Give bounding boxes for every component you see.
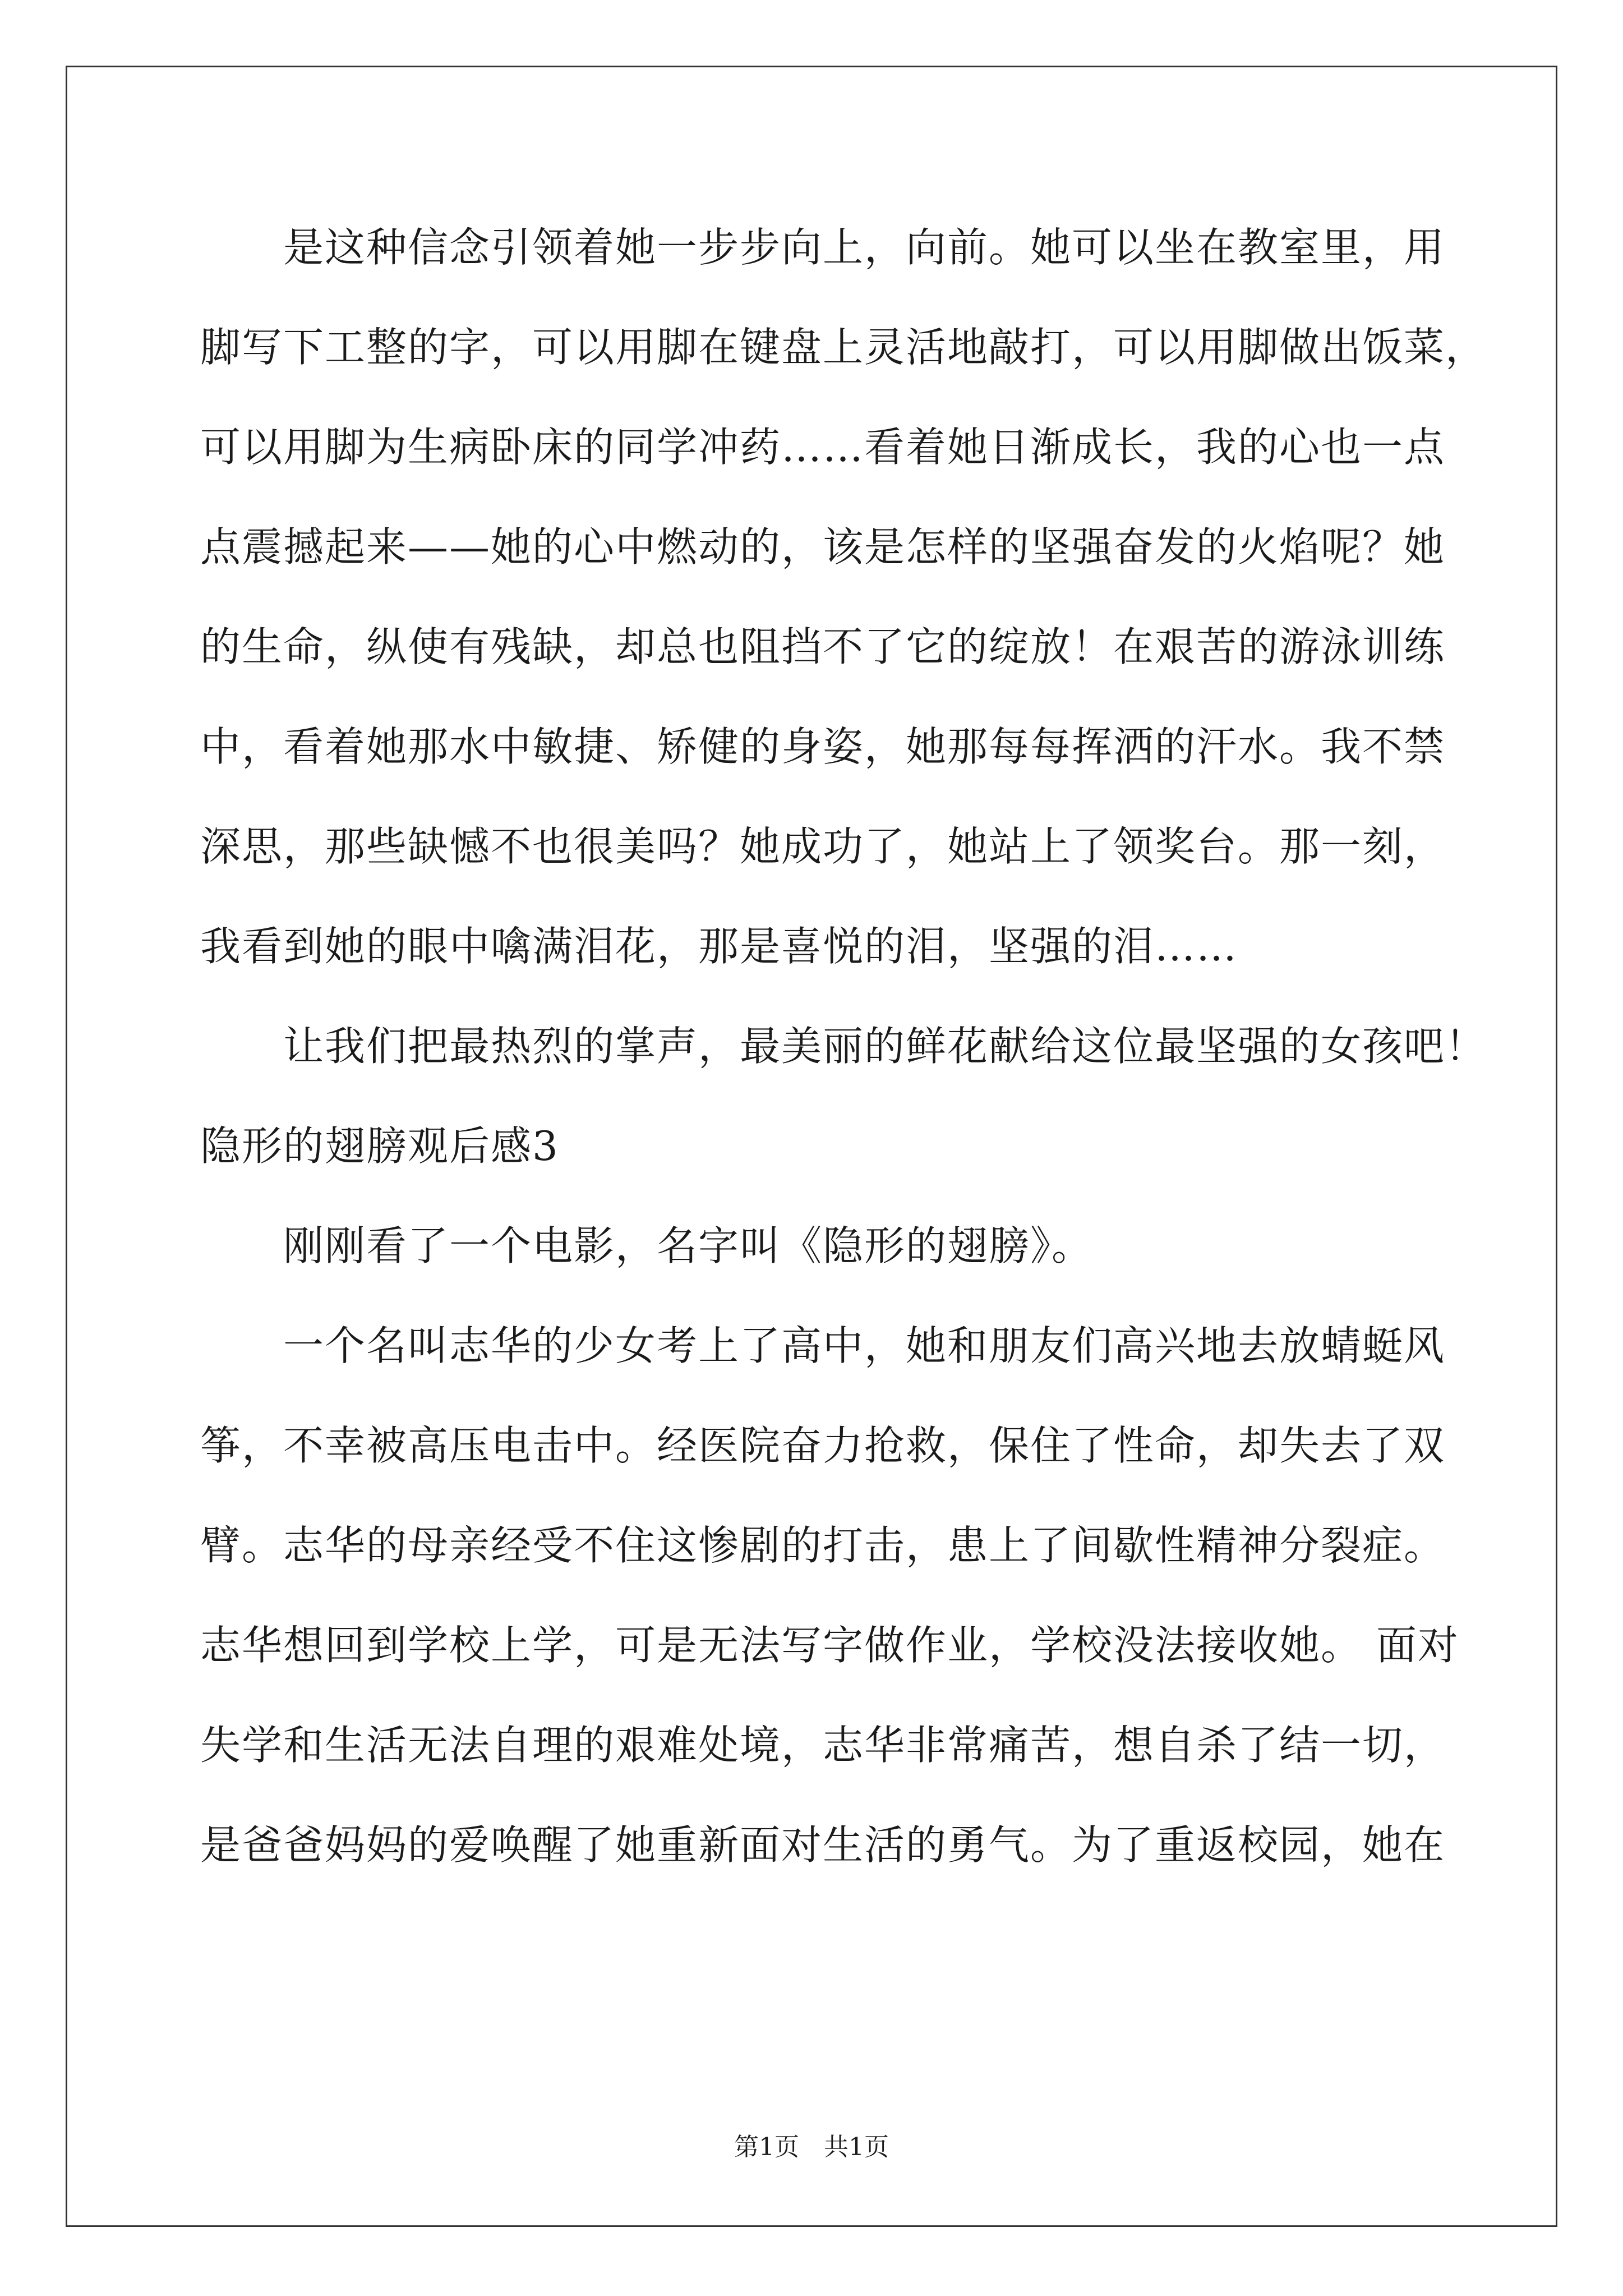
text-line: 深思，那些缺憾不也很美吗？她成功了，她站上了领奖台。那一刻， xyxy=(200,823,1446,870)
text-line: 的生命，纵使有残缺，却总也阻挡不了它的绽放！在艰苦的游泳训练 xyxy=(200,623,1446,670)
text-line: 刚刚看了一个电影，名字叫《隐形的翅膀》。 xyxy=(200,1222,1094,1269)
text-line: 可以用脚为生病卧床的同学冲药……看着她日渐成长，我的心也一点 xyxy=(200,424,1446,471)
text-line: 让我们把最热烈的掌声，最美丽的鲜花献给这位最坚强的女孩吧！ xyxy=(200,1023,1487,1070)
text-line: 一个名叫志华的少女考上了高中，她和朋友们高兴地去放蜻蜓风 xyxy=(200,1322,1446,1369)
text-line: 志华想回到学校上学，可是无法写字做作业，学校没法接收她。 面对 xyxy=(200,1622,1459,1669)
text-line: 我看到她的眼中噙满泪花，那是喜悦的泪，坚强的泪…… xyxy=(200,923,1238,970)
text-line: 脚写下工整的字，可以用脚在键盘上灵活地敲打，可以用脚做出饭菜， xyxy=(200,324,1487,371)
text-line: 臂。志华的母亲经受不住这惨剧的打击，患上了间歇性精神分裂症。 xyxy=(200,1522,1446,1569)
text-line: 筝，不幸被高压电击中。经医院奋力抢救，保住了性命，却失去了双 xyxy=(200,1422,1446,1469)
text-line: 点震撼起来——她的心中燃动的，该是怎样的坚强奋发的火焰呢？她 xyxy=(200,523,1446,570)
text-line: 是这种信念引领着她一步步向上，向前。她可以坐在教室里，用 xyxy=(200,224,1446,271)
text-line: 失学和生活无法自理的艰难处境，志华非常痛苦，想自杀了结一切， xyxy=(200,1722,1446,1769)
section-heading: 隐形的翅膀观后感3 xyxy=(200,1122,559,1170)
page-number-footer: 第1页 共1页 xyxy=(734,2133,889,2161)
text-line: 中，看着她那水中敏捷、矫健的身姿，她那每每挥洒的汗水。我不禁 xyxy=(200,723,1446,770)
text-line: 是爸爸妈妈的爱唤醒了她重新面对生活的勇气。为了重返校园，她在 xyxy=(200,1821,1446,1869)
